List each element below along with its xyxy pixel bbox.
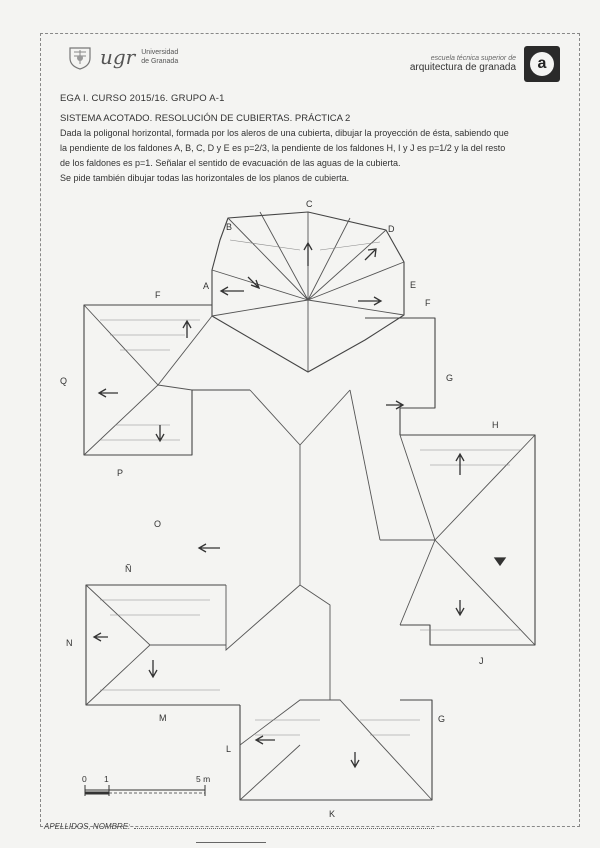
label-o: O [154, 519, 162, 529]
label-q: Q [60, 376, 68, 386]
scale-end: 5 m [196, 774, 211, 784]
flow-arrow-icon [156, 425, 164, 441]
label-n: N [66, 638, 73, 648]
scale-mid: 1 [104, 774, 109, 784]
label-b: B [226, 222, 233, 232]
exercise-title: SISTEMA ACOTADO. RESOLUCIÓN DE CUBIERTAS. PRÁCTICA 2 [60, 113, 351, 124]
flow-arrow-icon [365, 249, 376, 260]
bottom-mark [196, 842, 266, 843]
label-a: A [203, 281, 210, 291]
instruction-line: Se pide también dibujar todas las horizontales de los planos de cubierta. [60, 173, 350, 183]
name-field[interactable] [44, 822, 434, 831]
flow-arrow-icon [248, 277, 259, 288]
flow-arrow-icon [199, 544, 220, 552]
university-name: Universidad de Granada [141, 49, 179, 65]
school-badge: a [524, 46, 560, 82]
university-mark: ugr [100, 45, 136, 69]
eaves-outline-bottom [240, 700, 432, 800]
label-e: E [410, 280, 417, 290]
flow-arrow-icon [351, 752, 359, 767]
flow-arrow-icon [358, 297, 381, 305]
school-name: escuela técnica superior de arquitectura de granada [409, 55, 516, 73]
label-m: M [159, 713, 167, 723]
label-enye: Ñ [125, 564, 132, 574]
label-j: J [479, 656, 484, 666]
name-line[interactable] [134, 828, 434, 829]
label-h: H [492, 420, 499, 430]
label-f-right: F [425, 298, 431, 308]
label-c: C [306, 199, 313, 209]
flow-arrow-icon [99, 389, 118, 397]
flow-arrow-icon [456, 600, 464, 615]
label-k: K [329, 809, 336, 819]
flow-arrow-icon [221, 287, 244, 295]
eaves-outline-left [84, 305, 250, 455]
flow-arrow-icon [495, 558, 505, 565]
flow-arrow-icon [149, 660, 157, 677]
flow-arrow-icon [94, 633, 108, 641]
label-f: F [155, 290, 161, 300]
scale-bar [82, 774, 210, 796]
label-l: L [226, 744, 232, 754]
label-p: P [117, 468, 124, 478]
eaves-outline-right-top [365, 318, 435, 435]
scale-start: 0 [82, 774, 87, 784]
instruction-line: la pendiente de los faldones A, B, C, D y E es p=2/3, la pendiente de los faldones H, I y J es p=1/2 y la del resto [60, 143, 506, 153]
name-label: APELLIDOS, NOMBRE: [44, 822, 131, 831]
instruction-line: Dada la poligonal horizontal, formada por los aleros de una cubierta, dibujar la proyección de ésta, sabiendo que [60, 128, 509, 138]
instruction-line: de los faldones es p=1. Señalar el sentido de evacuación de las aguas de la cubierta. [60, 158, 401, 168]
label-g: G [446, 373, 454, 383]
label-g-lower: G [438, 714, 446, 724]
flow-arrow-icon [304, 243, 312, 266]
flow-arrow-icon [183, 321, 191, 338]
flow-arrow-icon [256, 736, 275, 744]
course-title: EGA I. CURSO 2015/16. GRUPO A-1 [60, 93, 225, 104]
label-d: D [388, 224, 395, 234]
flow-arrow-icon [456, 454, 464, 475]
